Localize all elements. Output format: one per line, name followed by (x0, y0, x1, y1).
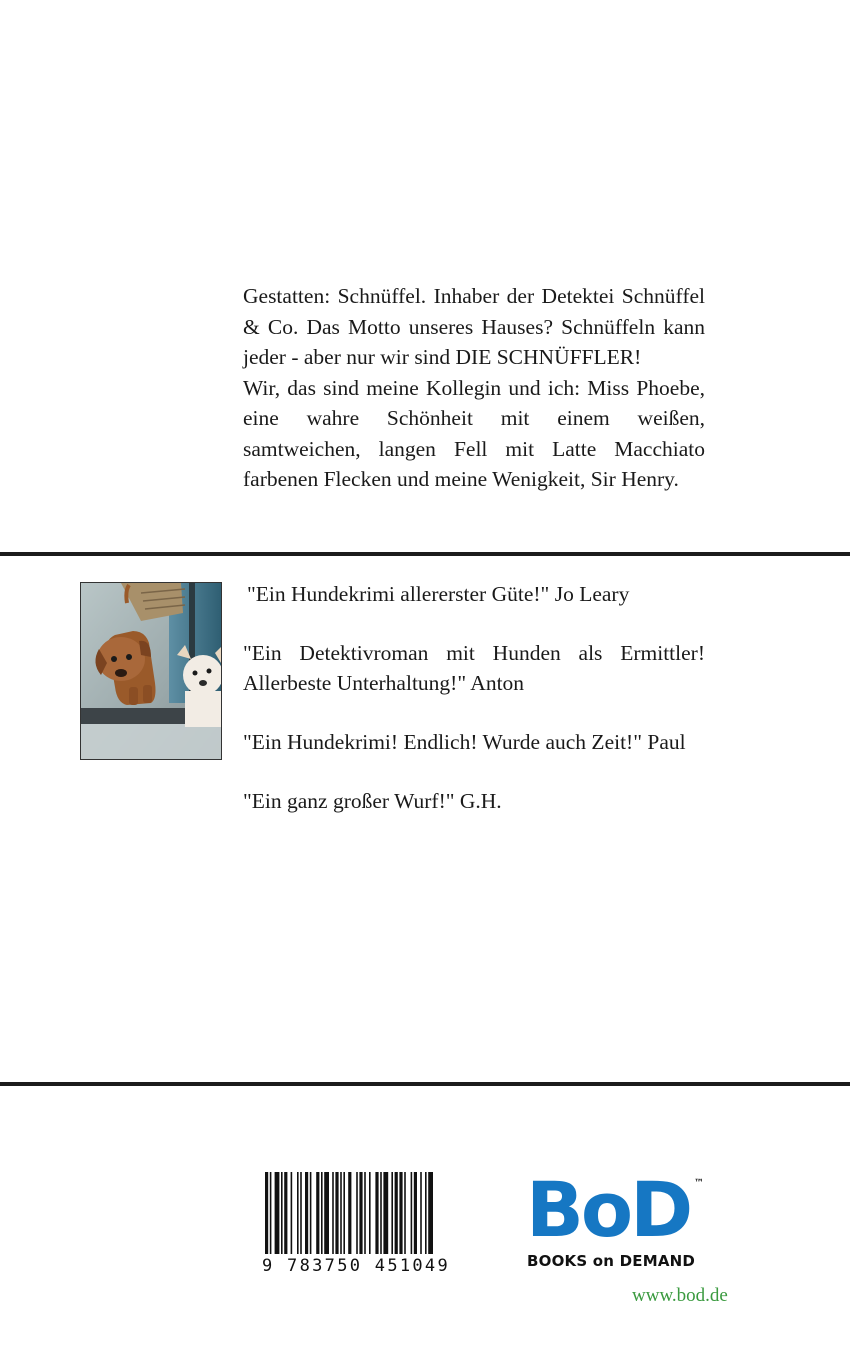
review-quote-2: "Ein Detektivroman mit Hunden als Ermittler! Allerbeste Unterhaltung!" Anton (243, 641, 705, 695)
isbn-barcode (243, 1170, 469, 1274)
review-quote-3: "Ein Hundekrimi! Endlich! Wurde auch Zeit!" Paul (243, 730, 686, 754)
blurb-paragraph-2: Wir, das sind meine Kollegin und ich: Miss Phoebe, eine wahre Schönheit mit einem weißen, samtweichen, langen Fell mit Latte Macchiato farbenen Flecken und meine Wenigkeit, Sir Henry. (243, 375, 705, 491)
review-quote-4: "Ein ganz großer Wurf!" G.H. (243, 789, 502, 813)
publisher-tagline: BOOKS on DEMAND (527, 1252, 696, 1270)
divider-top (0, 552, 850, 556)
isbn-digits: 9 783750 451049 (261, 1256, 451, 1274)
blurb-paragraph-1: Gestatten: Schnüffel. Inhaber der Detektei Schnüffel & Co. Das Motto unseres Hauses? Schnüffeln kann jeder - aber nur wir sind DIE SCHNÜFFLER! (243, 284, 705, 369)
trademark-mark: ™ (694, 1178, 704, 1189)
reviews (243, 579, 705, 845)
review-quote-1: "Ein Hundekrimi allererster Güte!" Jo Leary (247, 582, 630, 606)
author-dogs-photo (80, 582, 222, 760)
divider-bottom (0, 1082, 850, 1086)
publisher-url: www.bod.de (632, 1285, 728, 1306)
bod-logo-text: BoD (526, 1165, 691, 1254)
blurb-text (243, 281, 705, 495)
